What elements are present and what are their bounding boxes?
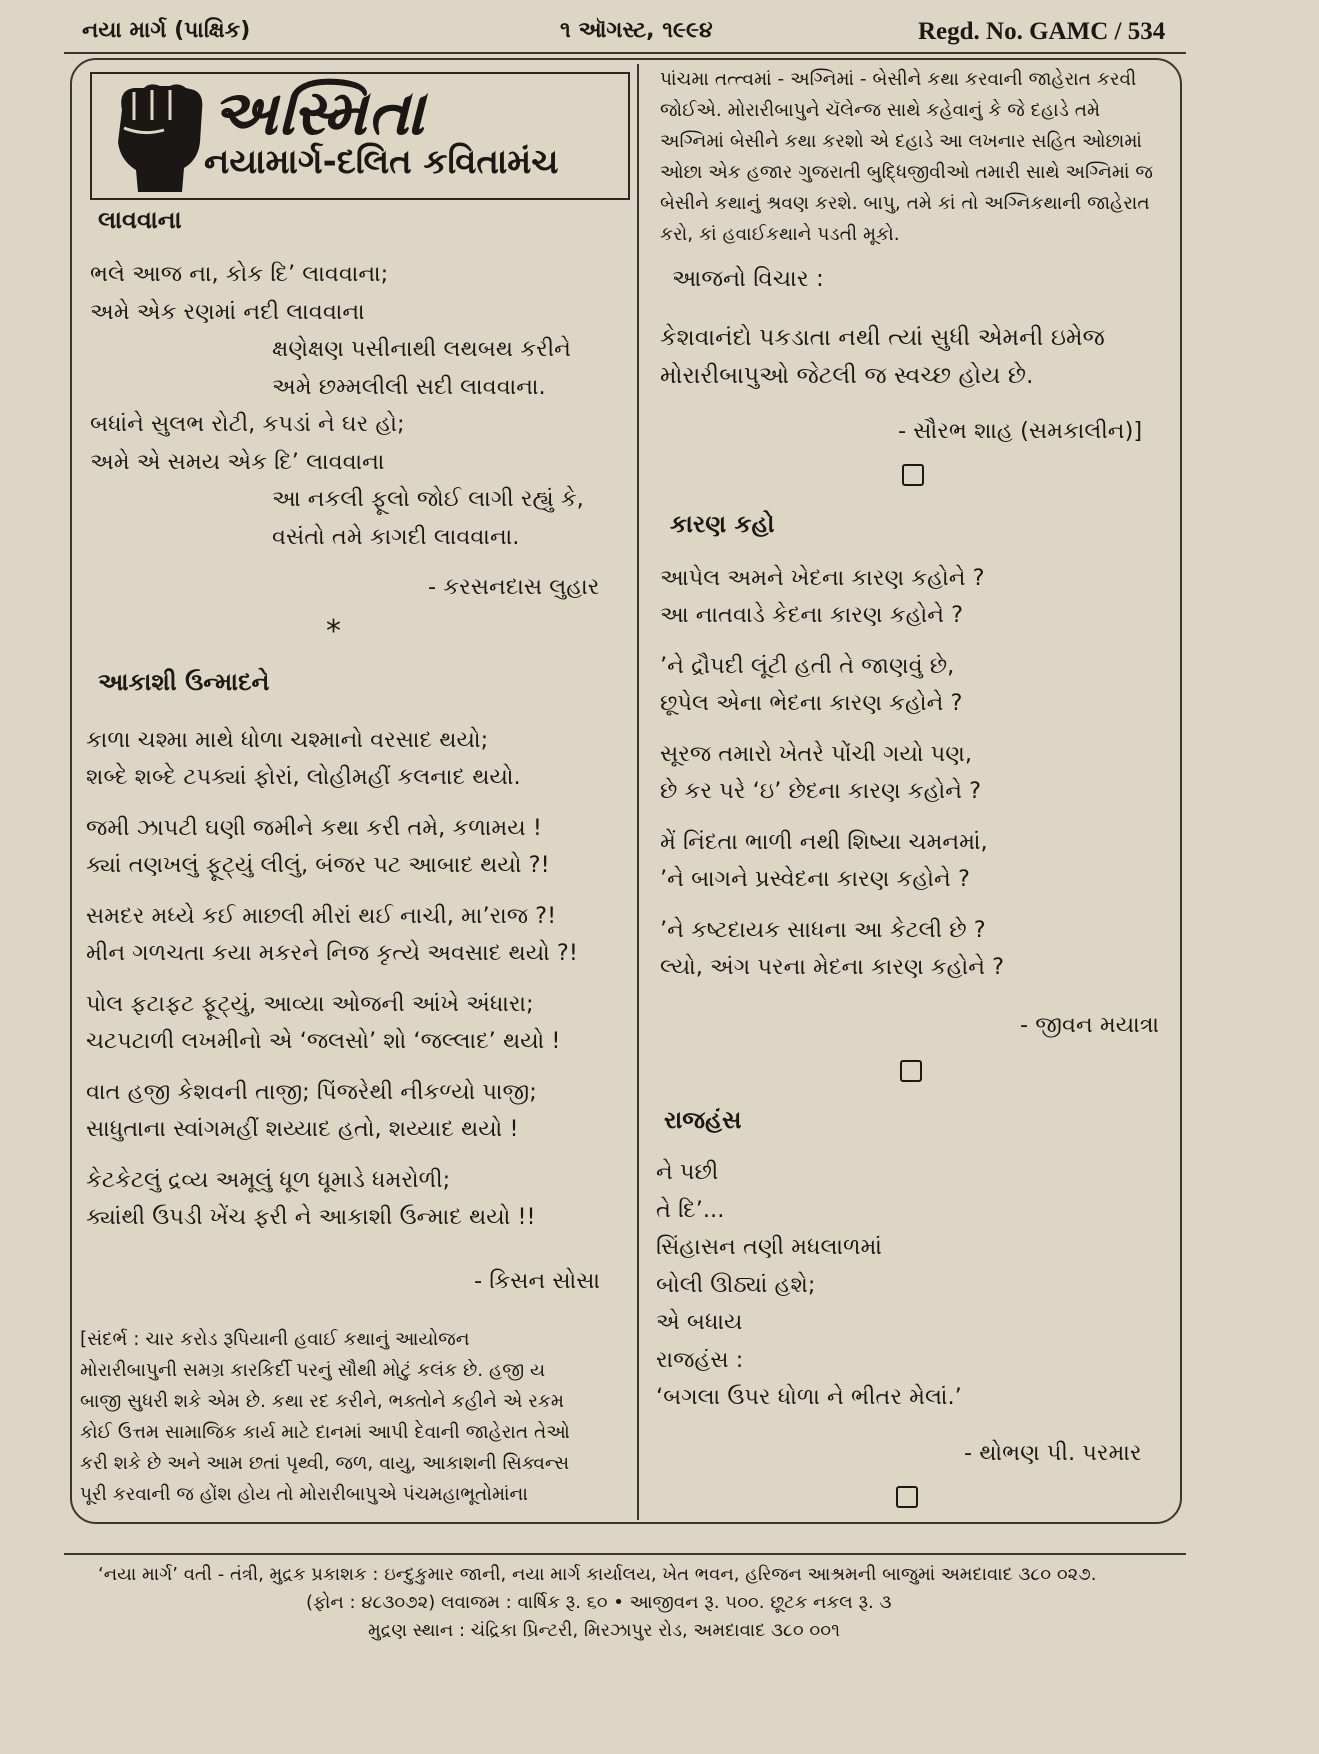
poem-line: એ બધાય bbox=[656, 1309, 743, 1335]
poem-line: ’ને બાગને પ્રસ્વેદના કારણ કહોને ? bbox=[660, 866, 970, 892]
poem-line: ’ને કષ્ટદાયક સાધના આ કેટલી છે ? bbox=[660, 917, 986, 943]
poem-line: પોલ ફટાફટ ફૂટ્યું, આવ્યા ઓજની આંખે અંધારા; bbox=[86, 991, 534, 1017]
header-publication: નયા માર્ગ (પાક્ષિક) bbox=[82, 18, 251, 43]
note-line: મોરારીબાપુની સમગ્ર કારકિર્દી પરનું સૌથી મોટું કલંક છે. હજી ય bbox=[80, 1360, 546, 1381]
note-line: અગ્નિમાં બેસીને કથા કરશો એ દહાડે આ લખનાર સહિત ઓછામાં bbox=[660, 131, 1142, 152]
poem-line: કેટકેટલું દ્રવ્ય અમૂલું ધૂળ ધૂમાડે ધમરોળી; bbox=[86, 1167, 451, 1193]
note-line: [સંદર્ભ : ચાર કરોડ રૂપિયાની હવાઈ કથાનું આયોજન bbox=[80, 1329, 470, 1350]
poem-title-rajhans: રાજહંસ bbox=[664, 1106, 742, 1134]
separator-asterisk: * bbox=[326, 614, 341, 649]
column-divider bbox=[637, 64, 639, 1520]
raised-fist-icon bbox=[104, 80, 214, 196]
note-line: જોઈએ. મોરારીબાપુને ચૅલેન્જ સાથે કહેવાનું કે જે દહાડે તમે bbox=[660, 100, 1101, 121]
poem-line: બધાંને સુલભ રોટી, કપડાં ને ઘર હો; bbox=[90, 411, 405, 437]
note-line: પાંચમા તત્ત્વમાં - અગ્નિમાં - બેસીને કથા કરવાની જાહેરાત કરવી bbox=[660, 69, 1137, 90]
logo-subtitle: નયામાર્ગ-દલિત કવિતામંચ bbox=[204, 142, 559, 182]
poem-line: વાત હજી કેશવની તાજી; પિંજરેથી નીકળ્યો પાજી; bbox=[86, 1079, 537, 1105]
square-end-mark-icon bbox=[902, 464, 924, 486]
header-registration: Regd. No. GAMC / 534 bbox=[918, 18, 1166, 45]
thought-author: - સૌરભ શાહ (સમકાલીન)] bbox=[898, 418, 1143, 444]
poem-line: સમદર મધ્યે કઈ માછલી મીરાં થઈ નાચી, મા’રાજ ?! bbox=[86, 903, 557, 929]
poem-line: અમે એ સમય એક દિ’ લાવવાના bbox=[90, 448, 385, 475]
poem-title-karan-kaho: કારણ કહો bbox=[670, 510, 775, 538]
poem-line: ચટપટાળી લખમીનો એ ‘જલસો’ શો ‘જલ્લાદ’ થયો ! bbox=[86, 1028, 561, 1054]
poem-line: ક્ષણેક્ષણ પસીનાથી લથબથ કરીને bbox=[272, 336, 571, 362]
poem-line: અમે છમ્મલીલી સદી લાવવાના. bbox=[272, 373, 546, 400]
footer-publisher: ‘નયા માર્ગ’ વતી - તંત્રી, મુદ્રક પ્રકાશક : ઇન્દુકુમાર જાની, નયા માર્ગ કાર્યાલય, ખેત ભવન, હરિજન આશ્રમની બાજુમાં અમદાવાદ ૩૮૦ ૦૨૭. bbox=[98, 1564, 1097, 1585]
note-line: પૂરી કરવાની જ હોંશ હોય તો મોરારીબાપુએ પંચમહાભૂતોમાંના bbox=[80, 1484, 528, 1505]
poem-line: સૂરજ તમારો ખેતરે પોંચી ગયો પણ, bbox=[660, 741, 973, 767]
note-line: કરો, કાં હવાઈકથાને પડતી મૂકો. bbox=[660, 224, 900, 245]
poem-body-akashi-unmad bbox=[86, 722, 578, 1236]
footer-rule bbox=[64, 1553, 1186, 1555]
poem-author-karsandas: - કરસનદાસ લુહાર bbox=[428, 574, 600, 600]
thought-line: કેશવાનંદો પકડાતા નથી ત્યાં સુધી એમની ઇમેજ bbox=[660, 323, 1105, 351]
poem-line: લ્યો, અંગ પરના મેદના કારણ કહોને ? bbox=[660, 954, 1005, 980]
poem-body-lavvana bbox=[90, 256, 584, 556]
poem-author-thobhan: - થોભણ પી. પરમાર bbox=[964, 1440, 1142, 1466]
poem-line: તે દિ’... bbox=[656, 1196, 725, 1223]
note-line: બાજી સુધરી શકે એમ છે. કથા રદ કરીને, ભક્તોને કહીને એ રકમ bbox=[80, 1391, 564, 1412]
poem-body-rajhans bbox=[656, 1154, 962, 1417]
poem-line: બોલી ઊઠ્યાં હશે; bbox=[656, 1271, 816, 1298]
poem-line: ‘બગલા ઉપર ધોળા ને ભીતર મેલાં.’ bbox=[656, 1384, 962, 1410]
footer-subscription: (ફોન : ૪૮૩૦૭૨) લવાજમ : વાર્ષિક રૂ. ૬૦ • આજીવન રૂ. ૫૦૦. છૂટક નકલ રૂ. ૩ bbox=[306, 1592, 892, 1613]
thought-body bbox=[660, 318, 1105, 394]
poem-body-karan-kaho bbox=[660, 560, 1004, 986]
context-note-continued bbox=[660, 64, 1153, 250]
poem-line: શબ્દે શબ્દે ટપક્યાં ફોરાં, લોહીમહીં કલનાદ થયો. bbox=[86, 764, 521, 790]
poem-line: ક્યાંથી ઉપડી ખેંચ ફરી ને આકાશી ઉન્માદ થયો !! bbox=[86, 1204, 536, 1230]
header-rule bbox=[64, 52, 1186, 54]
header-date: ૧ ઑગસ્ટ, ૧૯૯૪ bbox=[560, 18, 713, 43]
poem-line: આપેલ અમને ખેદના કારણ કહોને ? bbox=[660, 565, 985, 591]
poem-line: ભલે આજ ના, કોક દિ’ લાવવાના; bbox=[90, 261, 389, 287]
note-line: કરી શકે છે અને આમ છતાં પૃથ્વી, જળ, વાયુ, આકાશની સિક્વન્સ bbox=[80, 1453, 570, 1474]
poem-line: ક્યાં તણખલું ફૂટ્યું લીલું, બંજર પટ આબાદ થયો ?! bbox=[86, 852, 550, 878]
poem-line: કાળા ચશ્મા માથે ધોળા ચશ્માનો વરસાદ થયો; bbox=[86, 727, 489, 753]
poem-line: છે કર પરે ‘ઇ’ છેદના કારણ કહોને ? bbox=[660, 778, 982, 804]
poem-author-jivan: - જીવન મયાત્રા bbox=[1020, 1012, 1160, 1038]
logo-banner bbox=[90, 72, 630, 200]
poem-line: રાજહંસ : bbox=[656, 1346, 744, 1373]
poem-line: મીન ગળચતા કયા મકરને નિજ કૃત્યે અવસાદ થયો ?! bbox=[86, 940, 578, 966]
thought-title: આજનો વિચાર : bbox=[672, 266, 824, 292]
logo-title: અસ્મિતા bbox=[212, 76, 426, 149]
poem-line: આ નકલી ફૂલો જોઈ લાગી રહ્યું કે, bbox=[272, 486, 584, 512]
square-end-mark-icon bbox=[896, 1486, 918, 1508]
footer-printer: મુદ્રણ સ્થાન : ચંદ્રિકા પ્રિન્ટરી, મિરઝાપુર રોડ, અમદાવાદ ૩૮૦ ૦૦૧ bbox=[368, 1620, 840, 1641]
poem-line: વસંતો તમે કાગદી લાવવાના. bbox=[272, 523, 520, 550]
note-line: બેસીને કથાનું શ્રવણ કરશે. બાપુ, તમે કાં તો અગ્નિકથાની જાહેરાત bbox=[660, 193, 1150, 214]
poem-title-akashi-unmad: આકાશી ઉન્માદને bbox=[98, 668, 270, 696]
square-end-mark-icon bbox=[900, 1060, 922, 1082]
poem-line: અમે એક રણમાં નદી લાવવાના bbox=[90, 298, 365, 325]
note-line: કોઈ ઉત્તમ સામાજિક કાર્ય માટે દાનમાં આપી દેવાની જાહેરાત તેઓ bbox=[80, 1422, 570, 1443]
poem-title-lavvana: લાવવાના bbox=[98, 206, 182, 234]
poem-line: આ નાતવાડે કેદના કારણ કહોને ? bbox=[660, 602, 964, 628]
poem-line: ’ને દ્રૌપદી લૂંટી હતી તે જાણવું છે, bbox=[660, 653, 955, 679]
poem-line: છૂપેલ એના ભેદના કારણ કહોને ? bbox=[660, 690, 963, 716]
poem-line: ને પછી bbox=[656, 1159, 719, 1185]
poem-author-kisan: - કિસન સોસા bbox=[474, 1268, 600, 1294]
poem-line: જમી ઝાપટી ઘણી જમીને કથા કરી તમે, કળામય ! bbox=[86, 815, 542, 841]
context-note bbox=[80, 1324, 570, 1510]
thought-line: મોરારીબાપુઓ જેટલી જ સ્વચ્છ હોય છે. bbox=[660, 361, 1034, 389]
poem-line: મેં નિંદતા ભાળી નથી શિષ્યા ચમનમાં, bbox=[660, 829, 988, 855]
note-line: ઓછા એક હજાર ગુજરાતી બુદ્ધિજીવીઓ તમારી સાથે અગ્નિમાં જ bbox=[660, 162, 1153, 183]
poem-line: સિંહાસન તણી મધલાળમાં bbox=[656, 1234, 882, 1260]
poem-line: સાધુતાના સ્વાંગમહીં શય્યાદ હતો, શય્યાદ થયો ! bbox=[86, 1116, 519, 1142]
